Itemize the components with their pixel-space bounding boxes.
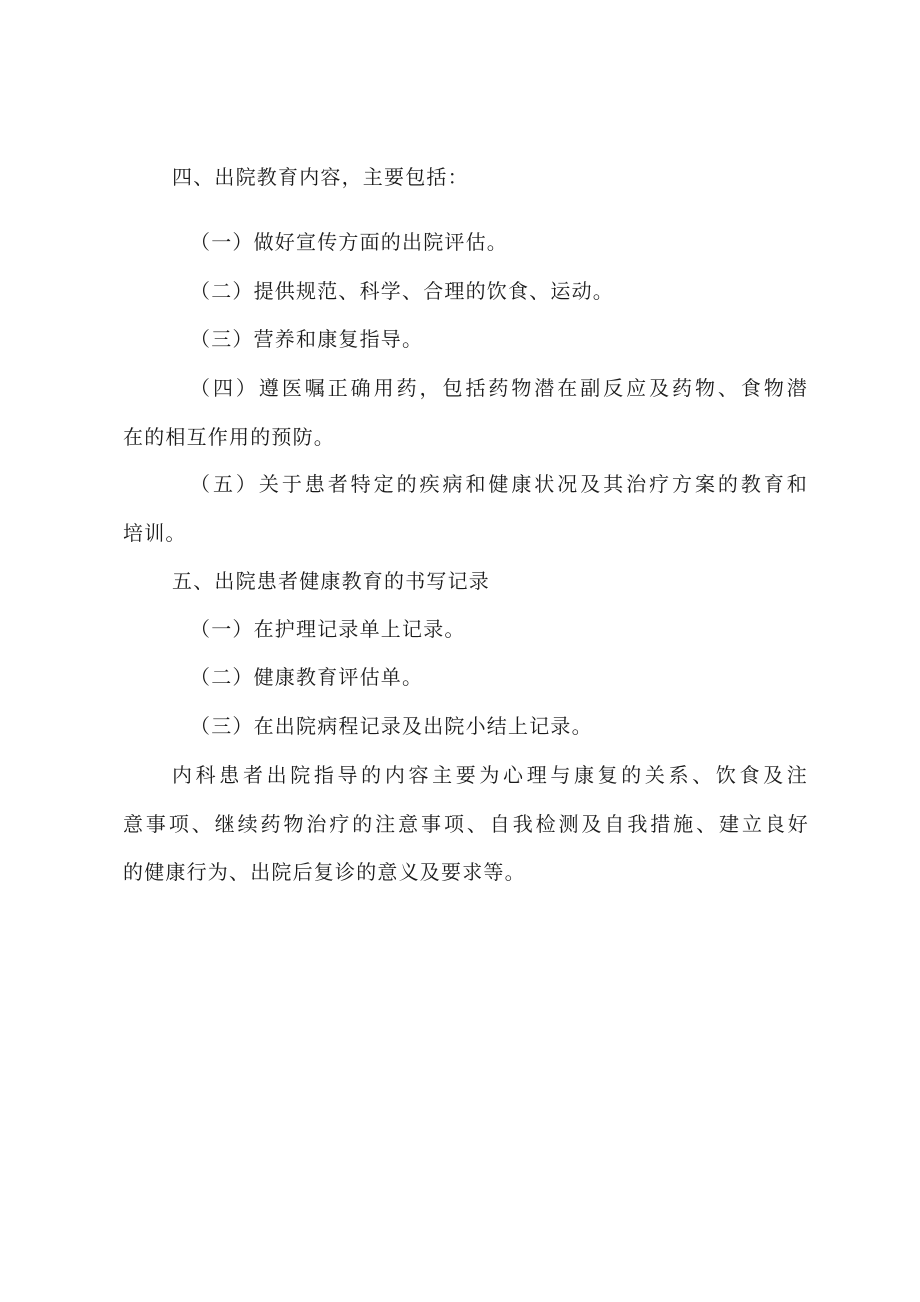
section4-item-4-line1: （四）遵医嘱正确用药，包括药物潜在副反应及药物、食物潜	[190, 376, 808, 400]
section4-item-3: （三）营养和康复指导。	[190, 327, 424, 351]
section4-item-2: （二）提供规范、科学、合理的饮食、运动。	[190, 279, 614, 303]
summary-line-3: 的健康行为、出院后复诊的意义及要求等。	[123, 860, 526, 884]
section4-item-4-line2: 在的相互作用的预防。	[123, 425, 335, 449]
section5-item-3: （三）在出院病程记录及出院小结上记录。	[190, 714, 593, 738]
section5-item-2: （二）健康教育评估单。	[190, 665, 424, 689]
section5-heading: 五、出院患者健康教育的书写记录	[172, 569, 490, 593]
summary-line-1: 内科患者出院指导的内容主要为心理与康复的关系、饮食及注	[172, 763, 808, 787]
section4-item-5-line1: （五）关于患者特定的疾病和健康状况及其治疗方案的教育和	[190, 472, 808, 496]
summary-line-2: 意事项、继续药物治疗的注意事项、自我检测及自我措施、建立良好	[123, 812, 809, 836]
section4-item-5-line2: 培训。	[123, 521, 187, 545]
section4-heading: 四、出院教育内容，主要包括：	[172, 165, 469, 189]
section4-item-1: （一）做好宣传方面的出院评估。	[190, 230, 508, 254]
section5-item-1: （一）在护理记录单上记录。	[190, 617, 466, 641]
